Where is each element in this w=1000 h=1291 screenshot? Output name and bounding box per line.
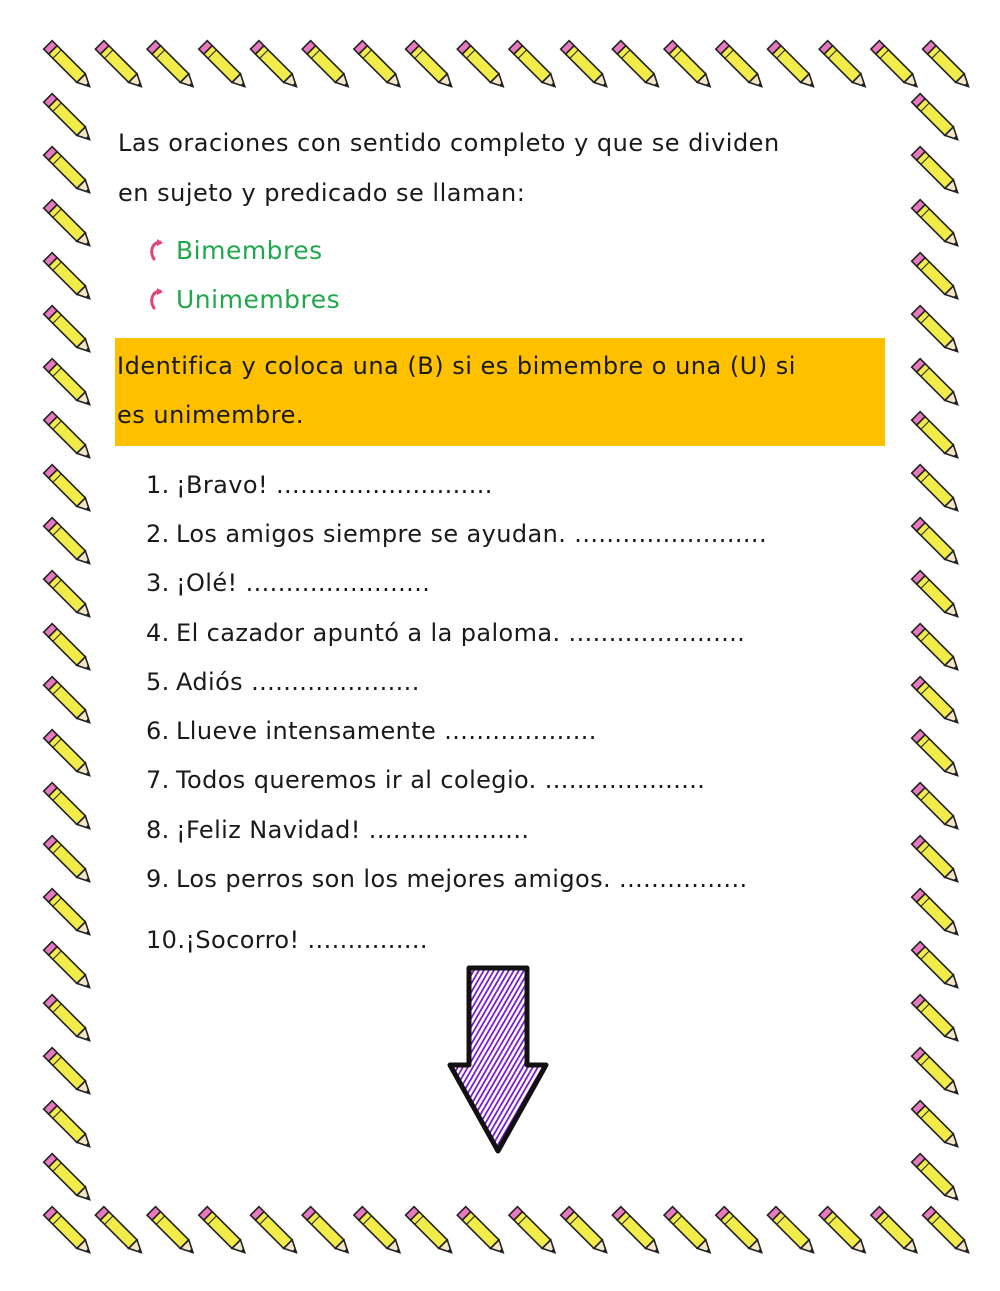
instruction-line-1: Identifica y coloca una (B) si es bimembre o una (U) si: [117, 352, 796, 380]
pencil-icon: [44, 783, 94, 833]
item-text: Los perros son los mejores amigos. ................: [176, 865, 748, 894]
exercise-item[interactable]: [146, 657, 883, 706]
item-number: 7.: [146, 766, 170, 795]
pencil-icon: [912, 783, 962, 833]
pencil-icon: [44, 836, 94, 886]
intro-line-2: en sujeto y predicado se llaman:: [118, 179, 526, 207]
item-number: 10.: [146, 926, 186, 955]
pencil-icon: [912, 94, 962, 144]
item-text: Llueve intensamente ...................: [176, 717, 597, 746]
pencil-icon: [819, 41, 869, 91]
instruction-line-2: es unimembre.: [117, 401, 304, 429]
exercise-list: [146, 460, 883, 965]
pencil-icon: [912, 836, 962, 886]
pencil-icon: [44, 1048, 94, 1098]
pencil-icon: [302, 1207, 352, 1257]
pencil-icon: [561, 41, 611, 91]
pencil-icon: [912, 730, 962, 780]
pencil-icon: [871, 41, 921, 91]
pencil-icon: [923, 1207, 973, 1257]
pencil-icon: [912, 624, 962, 674]
exercise-item[interactable]: [146, 706, 883, 755]
item-number: 4.: [146, 618, 170, 647]
pencil-icon: [767, 41, 817, 91]
pencil-icon: [302, 41, 352, 91]
item-text: ¡Bravo! ...........................: [176, 470, 493, 499]
exercise-item[interactable]: [146, 509, 883, 558]
pencil-icon: [44, 677, 94, 727]
item-text: ¡Olé! .......................: [176, 569, 431, 598]
exercise-item[interactable]: [146, 916, 883, 965]
pencil-icon: [716, 1207, 766, 1257]
pencil-icon: [912, 253, 962, 303]
pencil-icon: [354, 41, 404, 91]
item-text: Adiós .....................: [176, 667, 420, 696]
item-number: 8.: [146, 815, 170, 844]
pencil-icon: [912, 147, 962, 197]
item-text: Todos queremos ir al colegio. ....................: [176, 766, 706, 795]
pencil-icon: [406, 41, 456, 91]
pencil-icon: [147, 41, 197, 91]
exercise-item[interactable]: [146, 805, 883, 854]
pencil-icon: [912, 1048, 962, 1098]
pencil-icon: [912, 412, 962, 462]
pencil-icon: [612, 41, 662, 91]
item-text: Los amigos siempre se ayudan. ........................: [176, 519, 767, 548]
pencil-icon: [44, 94, 94, 144]
pencil-icon: [923, 41, 973, 91]
pencil-icon: [912, 889, 962, 939]
pencil-icon: [912, 359, 962, 409]
pencil-icon: [912, 995, 962, 1045]
pencil-icon: [509, 1207, 559, 1257]
pencil-icon: [44, 412, 94, 462]
pencil-icon: [44, 306, 94, 356]
pencil-icon: [912, 518, 962, 568]
pencil-icon: [509, 41, 559, 91]
pencil-icon: [44, 889, 94, 939]
pencil-icon: [44, 518, 94, 568]
pencil-icon: [767, 1207, 817, 1257]
pencil-icon: [44, 465, 94, 515]
pencil-icon: [871, 1207, 921, 1257]
exercise-item[interactable]: [146, 756, 883, 805]
pencil-icon: [664, 41, 714, 91]
item-number: 1.: [146, 470, 170, 499]
pencil-icon: [44, 995, 94, 1045]
exercise-item[interactable]: [146, 608, 883, 657]
item-number: 2.: [146, 519, 170, 548]
pencil-icon: [406, 1207, 456, 1257]
pencil-icon: [95, 1207, 145, 1257]
item-text: ¡Feliz Navidad! ....................: [176, 815, 530, 844]
item-number: 9.: [146, 865, 170, 894]
down-arrow-icon: [447, 965, 549, 1155]
item-text: ¡Socorro! ...............: [185, 926, 428, 955]
option-label: Bimembres: [176, 236, 323, 265]
pencil-icon: [199, 1207, 249, 1257]
option-bimembres[interactable]: [146, 226, 883, 275]
worksheet-content: [118, 118, 883, 965]
pencil-icon: [612, 1207, 662, 1257]
pencil-icon: [457, 1207, 507, 1257]
intro-line-1: Las oraciones con sentido completo y que se dividen: [118, 129, 780, 157]
pencil-icon: [912, 571, 962, 621]
pencil-icon: [44, 730, 94, 780]
instruction-banner: [115, 338, 885, 446]
pencil-icon: [44, 1154, 94, 1204]
pencil-icon: [912, 1154, 962, 1204]
pencil-icon: [457, 41, 507, 91]
pencil-icon: [199, 41, 249, 91]
pencil-icon: [912, 465, 962, 515]
pencil-icon: [561, 1207, 611, 1257]
pencil-icon: [44, 1207, 94, 1257]
pencil-icon: [912, 1101, 962, 1151]
exercise-item[interactable]: [146, 559, 883, 608]
pencil-icon: [44, 359, 94, 409]
pencil-icon: [819, 1207, 869, 1257]
pencil-icon: [147, 1207, 197, 1257]
pencil-icon: [44, 624, 94, 674]
pencil-icon: [912, 942, 962, 992]
pencil-icon: [250, 1207, 300, 1257]
curved-arrow-icon: [146, 288, 166, 312]
pencil-icon: [716, 41, 766, 91]
item-number: 6.: [146, 717, 170, 746]
item-text: El cazador apuntó a la paloma. ......................: [176, 618, 746, 647]
intro-text: [118, 118, 883, 218]
pencil-icon: [44, 200, 94, 250]
option-unimembres[interactable]: [146, 275, 883, 324]
pencil-icon: [664, 1207, 714, 1257]
item-number: 5.: [146, 667, 170, 696]
pencil-icon: [250, 41, 300, 91]
pencil-icon: [44, 253, 94, 303]
pencil-icon: [44, 942, 94, 992]
pencil-icon: [912, 677, 962, 727]
pencil-icon: [44, 1101, 94, 1151]
pencil-icon: [44, 147, 94, 197]
exercise-item[interactable]: [146, 854, 883, 903]
pencil-icon: [354, 1207, 404, 1257]
exercise-item[interactable]: [146, 460, 883, 509]
option-label: Unimembres: [176, 285, 341, 314]
pencil-icon: [912, 306, 962, 356]
curved-arrow-icon: [146, 239, 166, 263]
pencil-icon: [44, 571, 94, 621]
answer-options: [118, 226, 883, 324]
pencil-icon: [44, 41, 94, 91]
pencil-icon: [95, 41, 145, 91]
item-number: 3.: [146, 569, 170, 598]
pencil-icon: [912, 200, 962, 250]
